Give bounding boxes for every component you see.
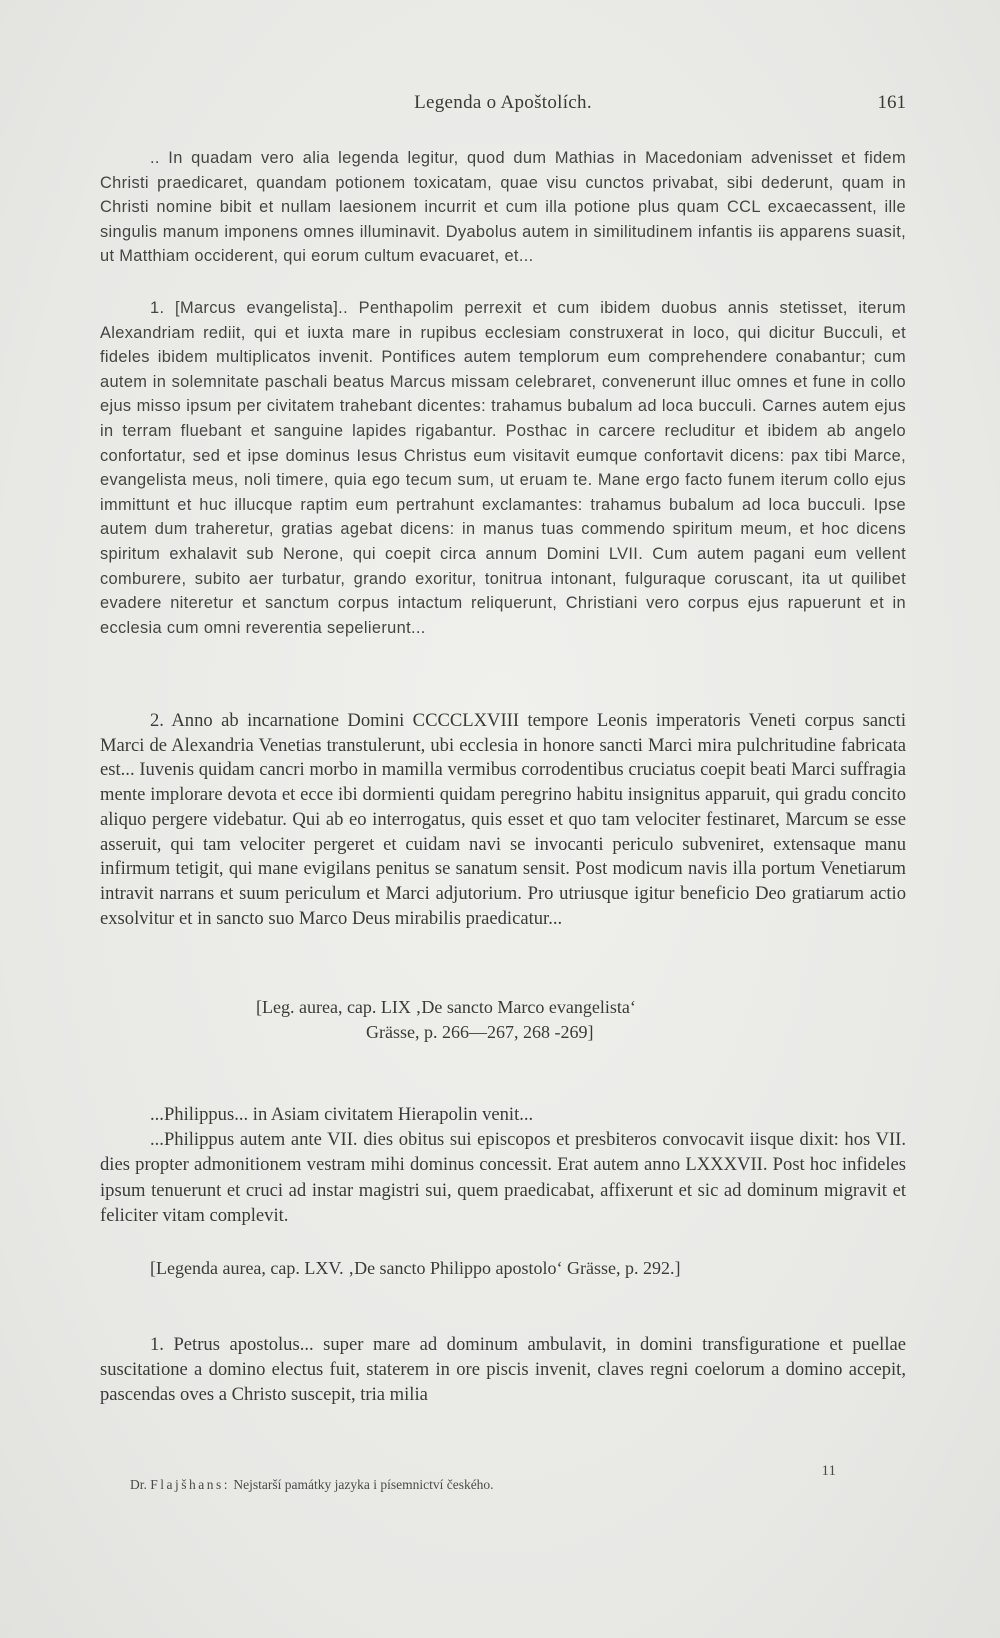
- philippus-intro-line: ...Philippus... in Asiam civitatem Hierapolin venit...: [150, 1104, 534, 1125]
- mathias-paragraph: .. In quadam vero alia legenda legitur, quod dum Mathias in Macedoniam advenisset et fidem Christi praedicaret, quandam potionem toxicatam, quae visu cunctos privabat, sibi dederunt, quam in Christi nomine bibit et nullam laesionem incurrit et cum illa potione plus quam CCL excaecassent, ille singulis manum imponens omnes illuminavit. Dyabolus autem in similitudinem infantis iis apparens suasit, ut Matthiam occiderent, qui eorum cultum evacuaret, et...: [100, 149, 906, 266]
- page-number: 161: [877, 92, 906, 113]
- running-head-title: Legenda o Apoštolích.: [414, 92, 592, 113]
- marcus-section-1: [100, 296, 906, 640]
- philippus-paragraph: ...Philippus autem ante VII. dies obitus sui episcopos et presbiteros convocavit iisque dixit: hos VII. dies propter admonitionem vestram mihi dominus concessit. Erat autem anno LXXXVII. Post hoc infideles ipsum tenuerunt et cruci ad instar magistri sui, quem praedicabat, affixerunt et sic ad dominum migravit et feliciter vitam complevit.: [100, 1129, 906, 1226]
- petrus-paragraph: 1. Petrus apostolus... super mare ad dominum ambulavit, in domini transfiguratione et puellae suscitatione a domino electus fuit, staterem in ore piscis invenit, claves regni coelorum a domino accepit, pascendas oves a Christo suscepit, tria milia: [100, 1334, 906, 1406]
- petrus-section: [100, 1332, 906, 1408]
- page-footer: [130, 1463, 906, 1507]
- marcus-citation: [256, 995, 906, 1045]
- marcus-section-2: [100, 709, 906, 931]
- mathias-section: [100, 146, 906, 269]
- footer-author-prefix: Dr.: [130, 1477, 147, 1492]
- printer-signature-mark: 11: [821, 1463, 836, 1479]
- footer-book-title: Nejstarší památky jazyka i písemnictví českého.: [233, 1477, 494, 1492]
- marcus-paragraph-1: 1. [Marcus evangelista].. Penthapolim perrexit et cum ibidem duobus annis stetisset, iterum Alexandriam rediit, qui et iuxta mare in rupibus ecclesiam construxerat in loco, qui dicitur Bucculi, et fideles ibidem multiplicatos invenit. Pontifices autem templorum eum comprehendere conabantur; cum autem in solemnitate paschali beatus Marcus missam celebraret, convenerunt illuc omnes et fune in collo ejus misso ipsum per civitatem trahebant dicentes: trahamus bubalum ad loca bucculi. Carnes autem ejus in terram fluebant et sanguine lapides rigabantur. Posthac in carcere recluditur et ibidem ab angelo confortatur, sed et ipse dominus Iesus Christus eum visitavit eumque confortavit dicens: pax tibi Marce, evangelista meus, noli timere, quia ego tecum sum, ut eruam te. Mane ergo facto funem iterum collo ejus immittunt et huc illucque raptim eum pertrahunt exclamantes: trahamus bubalum ad loca bucculi. Ipse autem dum traheretur, gratias agebat dicens: in manus tuas commendo spiritum meum, et hoc dicens spiritum exhalavit sub Nerone, qui coepit circa annum Domini LVII. Cum autem pagani eum vellent comburere, subito aer turbatur, grando exoritur, tonitrua intonant, fulguraque coruscant, ita ut quilibet evadere niteretur et sanctum corpus intactum reliquerunt, Christiani vero corpus ejus rapuerunt et in ecclesia cum omni reverentia sepelierunt...: [100, 299, 906, 637]
- marcus-citation-line-2: Grässe, p. 266—267, 268 -269]: [366, 1022, 594, 1042]
- philippus-section: [100, 1102, 906, 1228]
- footer-author-name: Flajšhans:: [150, 1477, 231, 1492]
- marcus-paragraph-2: 2. Anno ab incarnatione Domini CCCCLXVIII tempore Leonis imperatoris Veneti corpus sancti Marci de Alexandria Venetias transtulerunt, ubi ecclesia in honore sancti Marci mira pulchritudine fabricata est... Iuvenis quidam cancri morbo in mamilla vermibus corrodentibus cruciatus coepit beati Marci suffragia mente implorare devota et ecce ibi dormienti quidam peregrino habitu insignitus apparuit, qui gradu concito aliquo pergere videbatur. Qui ab eo interrogatus, quis esset et quo tam velociter festinaret, Marcum se esse asseruit, qui tam velociter pergeret et cuidam navi se invocanti periculo subveniret, extensaque manu infirmum tetigit, qui mane evigilans penitus se sanatum sensit. Post modicum navis illa portum Venetiarum intravit narrans et suum periculum et Marci adjutorium. Pro utriusque igitur beneficio Deo gratiarum actio exsolvitur et in sancto suo Marco Deus mirabilis praedicatur...: [100, 710, 906, 929]
- philippus-citation: [150, 1256, 910, 1281]
- philippus-citation-line: [Legenda aurea, cap. LXV. ‚De sancto Philippo apostolo‘ Grässe, p. 292.]: [150, 1258, 681, 1278]
- running-head: [100, 92, 906, 120]
- marcus-citation-line-1: [Leg. aurea, cap. LIX ‚De sancto Marco evangelista‘: [256, 997, 636, 1017]
